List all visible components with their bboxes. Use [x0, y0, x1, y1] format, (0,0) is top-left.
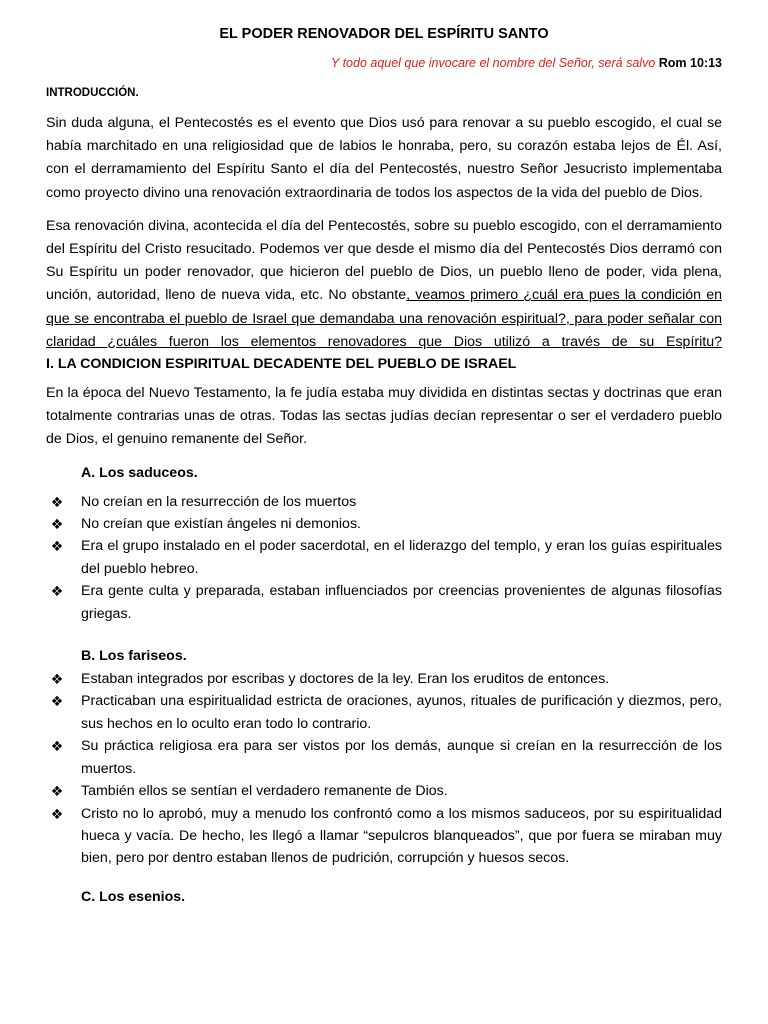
saduceos-list	[46, 491, 722, 625]
bullet-diamond-icon: ❖	[50, 493, 64, 510]
list-item: ❖ Cristo no lo aprobó, muy a menudo los confrontó como a los mismos saduceos, por su espiritualidad hueca y vacía. De hecho, les llegó a llamar “sepulcros blanqueados”, que por fuera se miraban muy bien, pero por dentro estaban llenos de pudrición, corrupción y huesos secos.	[46, 803, 722, 870]
list-item: ❖ También ellos se sentían el verdadero remanente de Dios.	[46, 780, 722, 802]
bullet-diamond-icon: ❖	[50, 671, 64, 688]
list-item: ❖ Estaban integrados por escribas y doctores de la ley. Eran los eruditos de entonces.	[46, 668, 722, 690]
subsection-b-heading: B. Los fariseos.	[81, 648, 187, 665]
list-item: ❖ Su práctica religiosa era para ser vistos por los demás, aunque si creían en la resurrección de los muertos.	[46, 735, 722, 780]
intro-paragraph-2	[46, 215, 722, 354]
intro-heading: INTRODUCCIÓN.	[46, 87, 139, 99]
list-item: ❖ Era el grupo instalado en el poder sacerdotal, en el liderazgo del templo, y eran los guías espirituales del pueblo hebreo.	[46, 535, 722, 580]
bullet-diamond-icon: ❖	[50, 783, 64, 800]
epigraph-verse: Y todo aquel que invocare el nombre del Señor, será salvo	[330, 56, 656, 70]
intro-paragraph-1: Sin duda alguna, el Pentecostés es el evento que Dios usó para renovar a su pueblo escogido, el cual se había marchitado en una religiosidad que de labios le honraba, pero, su corazón estaba lejos de Él. Así, con el derramamiento del Espíritu Santo el día del Pentecostés, nuestro Señor Jesucristo implementaba como proyecto divino una renovación extraordinaria de todos los aspectos de la vida del pueblo de Dios.	[46, 115, 722, 201]
epigraph	[46, 55, 722, 71]
bullet-diamond-icon: ❖	[50, 738, 64, 755]
section-1-heading: I. LA CONDICION ESPIRITUAL DECADENTE DEL PUEBLO DE ISRAEL	[46, 356, 517, 373]
bullet-diamond-icon: ❖	[50, 538, 64, 555]
list-item: ❖ No creían en la resurrección de los muertos	[46, 491, 722, 513]
bullet-diamond-icon: ❖	[50, 693, 64, 710]
section-1-paragraph: En la época del Nuevo Testamento, la fe judía estaba muy dividida en distintas sectas y doctrinas que eran totalmente contrarias unas de otras. Todas las sectas judías decían representar o ser el verdadero pueblo de Dios, el genuino remanente del Señor.	[46, 385, 722, 448]
subsection-a-heading: A. Los saduceos.	[81, 464, 198, 481]
intro-paragraph-2-text: Esa renovación divina, acontecida el día del Pentecostés, sobre su pueblo escogido, con el derramamiento del Espíritu del Cristo resucitado. Podemos ver que desde el mismo día del Pentecostés Dios derramó con Su Espíritu un poder renovador, que hicieron del pueblo de Dios, un pueblo lleno de poder, vida plena, unción, autoridad, lleno de nueva vida, etc. No obstante	[46, 217, 722, 304]
list-item: ❖ Era gente culta y preparada, estaban influenciados por creencias provenientes de algunas filosofías griegas.	[46, 580, 722, 625]
epigraph-reference: Rom 10:13	[658, 56, 722, 70]
list-item: ❖ Practicaban una espiritualidad estricta de oraciones, ayunos, rituales de purificación y diezmos, pero, sus hechos en lo oculto eran todo lo contrario.	[46, 690, 722, 735]
bullet-diamond-icon: ❖	[50, 805, 64, 822]
bullet-diamond-icon: ❖	[50, 583, 64, 600]
list-item: ❖ No creían que existían ángeles ni demonios.	[46, 513, 722, 535]
document-title: EL PODER RENOVADOR DEL ESPÍRITU SANTO	[219, 26, 549, 42]
intro-paragraph-2-underlined: , veamos primero ¿cuál era pues la condición en que se encontraba el pueblo de Israel que demandaba una renovación espiritual?, para poder señalar con claridad ¿cuáles fueron los elementos renovadores que Dios utilizó a través de su Espíritu?	[46, 287, 722, 350]
fariseos-list	[46, 668, 722, 870]
bullet-diamond-icon: ❖	[50, 516, 64, 533]
subsection-c-heading: C. Los esenios.	[81, 888, 186, 905]
